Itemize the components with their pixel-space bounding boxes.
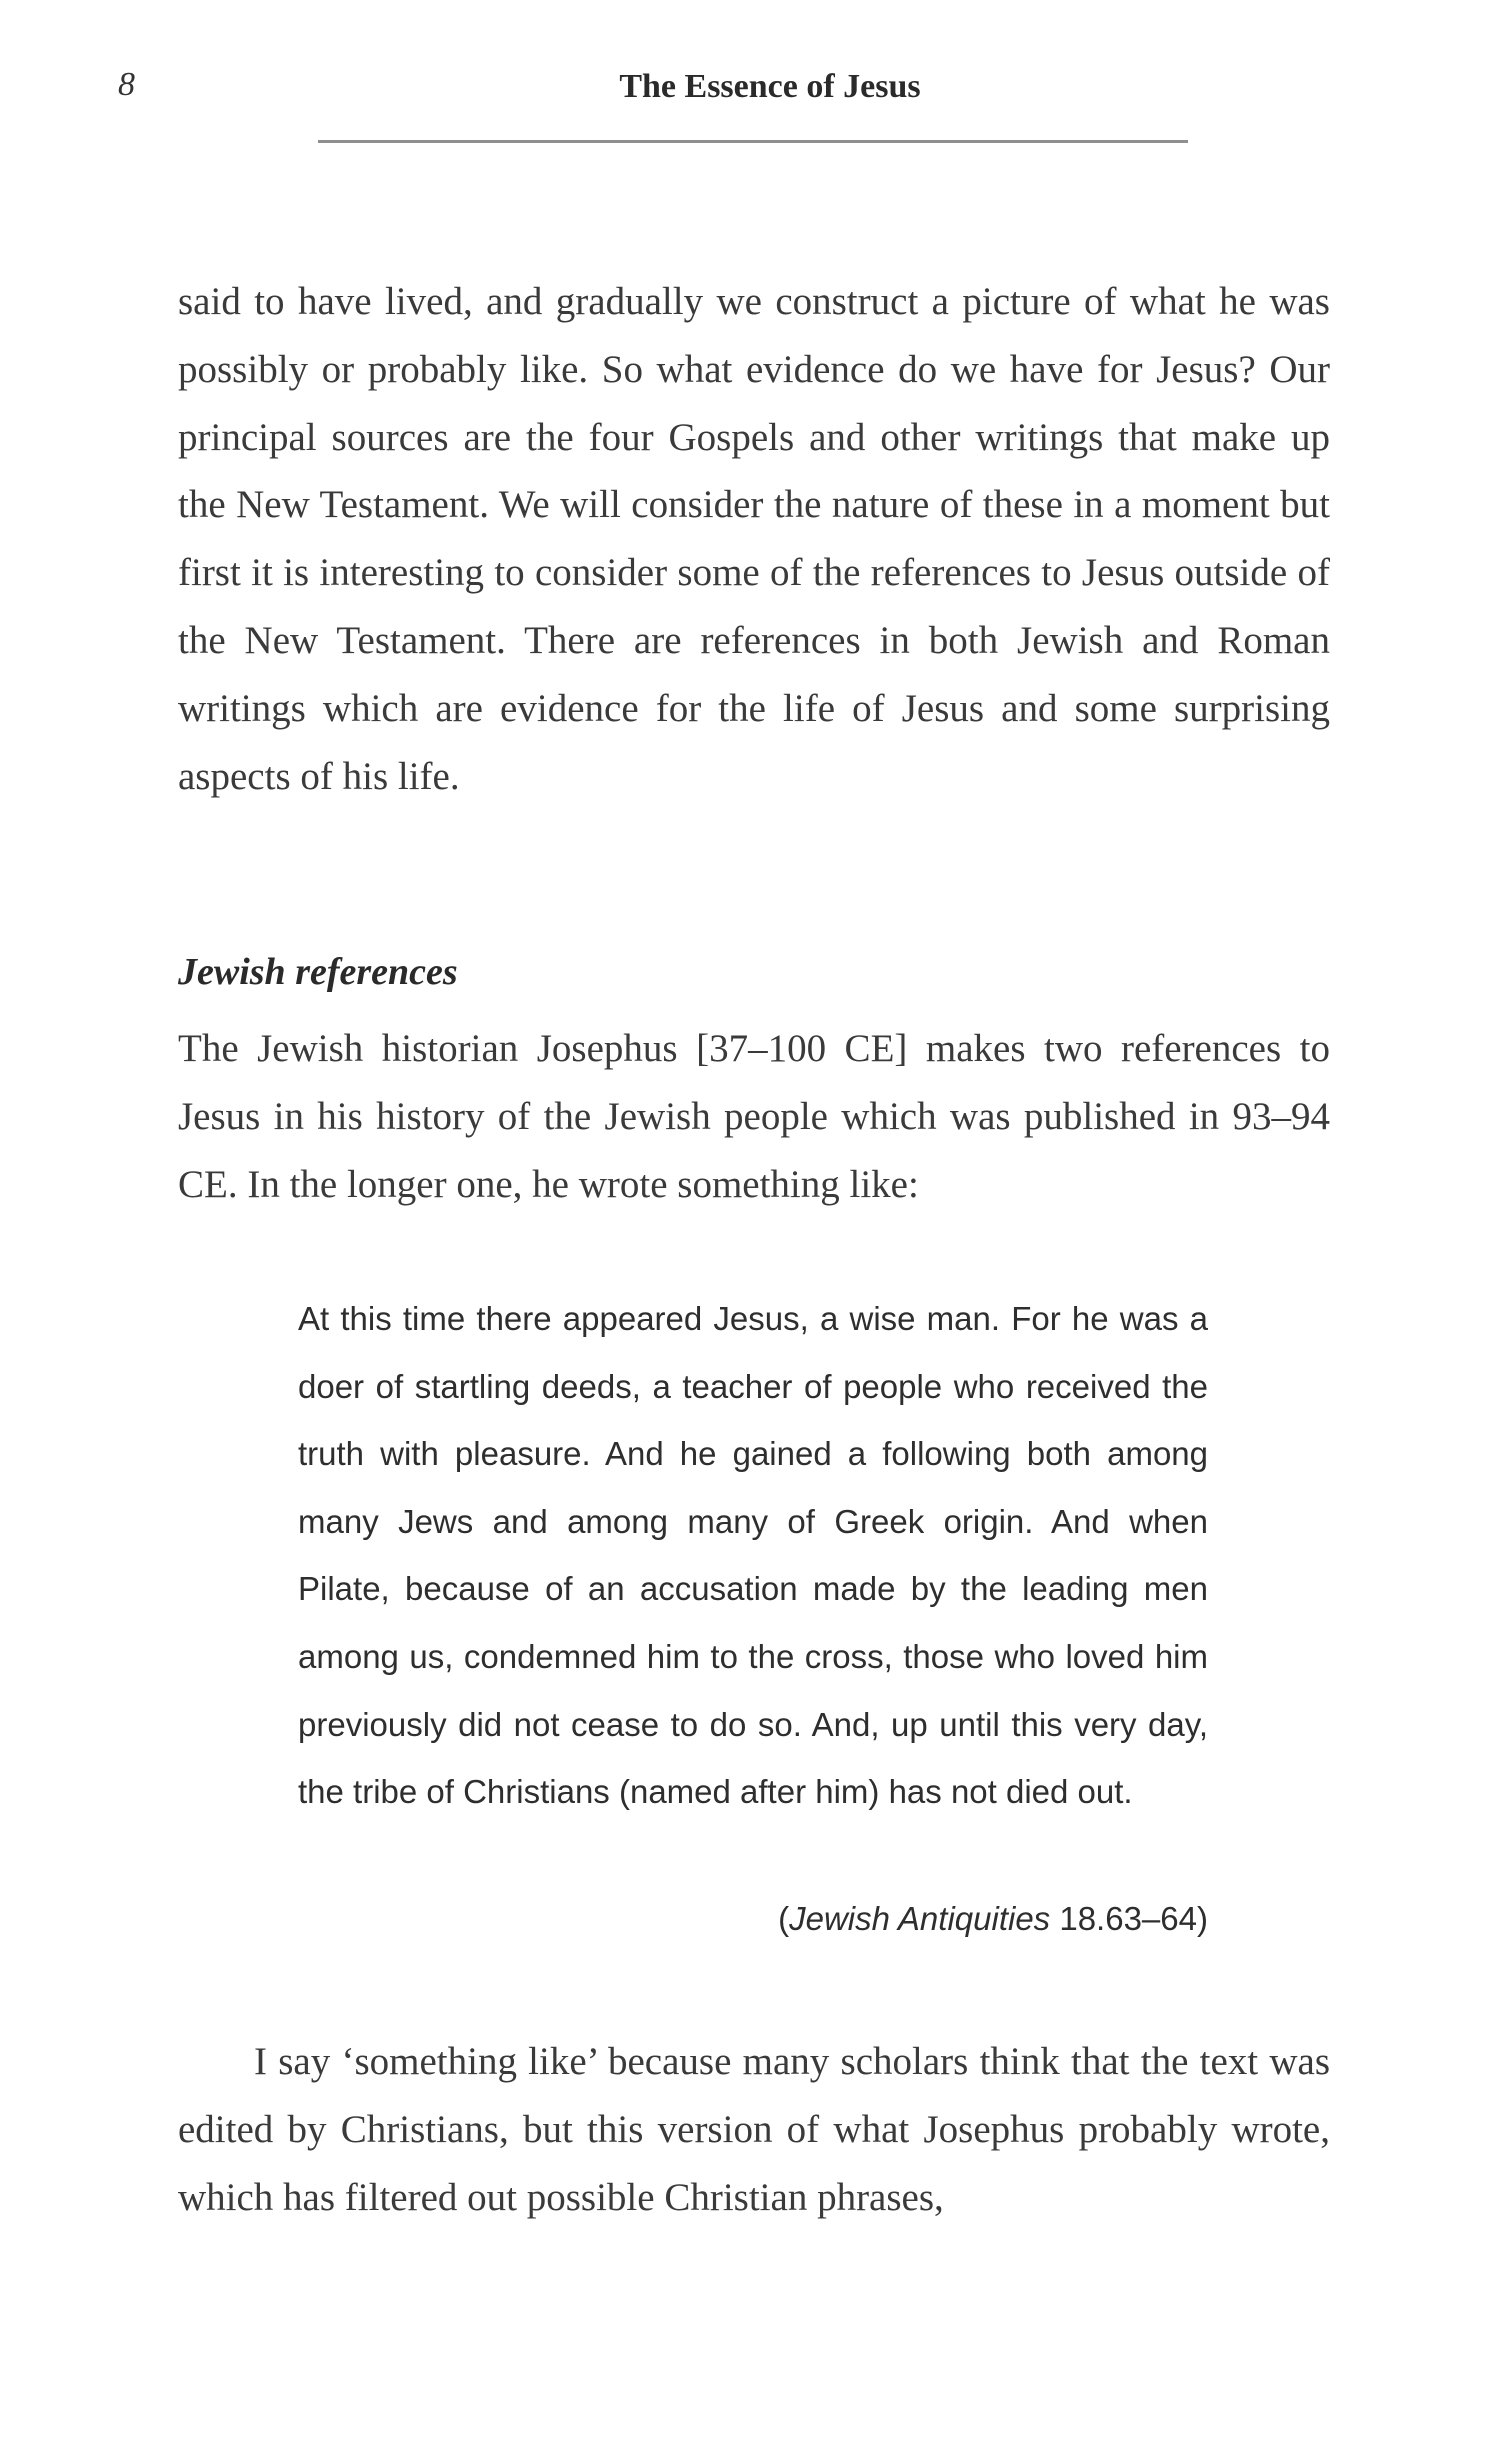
citation-reference: 18.63–64) xyxy=(1050,1900,1208,1937)
body-paragraph-1: said to have lived, and gradually we construct a picture of what he was possibly or probably like. So what evidence do we have for Jesus? Our principal sources are the four Gospels and other writings that make up the New Testament. We will consider the nature of these in a moment but first it is interesting to consider some of the references to Jesus outside of the New Testament. There are references in both Jewish and Roman writings which are evidence for the life of Jesus and some surprising aspects of his life. xyxy=(178,280,1330,798)
body-paragraph-3: I say ‘something like’ because many scholars think that the text was edited by Christians, but this version of what Josephus probably wrote, which has filtered out possible Christian phrases, xyxy=(178,2040,1330,2219)
citation-work-title: Jewish Antiquities xyxy=(789,1900,1051,1937)
body-paragraph-2: The Jewish historian Josephus [37–100 CE] makes two references to Jesus in his history of the Jewish people which was published in 93–94 CE. In the longer one, he wrote something like: xyxy=(178,1027,1330,1206)
page-number: 8 xyxy=(118,66,135,103)
citation-open: ( xyxy=(778,1900,790,1937)
header-rule xyxy=(318,140,1188,143)
block-quote: At this time there appeared Jesus, a wise man. For he was a doer of startling deeds, a teacher of people who received the truth with pleasure. And he gained a following both among many Jews and among many of Greek origin. And when Pilate, because of an accusation made by the leading men among us, condemned him to the cross, those who loved him previously did not cease to do so. And, up until this very day, the tribe of Christians (named after him) has not died out. xyxy=(298,1300,1208,1811)
running-title: The Essence of Jesus xyxy=(619,68,921,105)
quote-citation xyxy=(298,1900,1208,1938)
section-heading: Jewish references xyxy=(178,951,458,993)
